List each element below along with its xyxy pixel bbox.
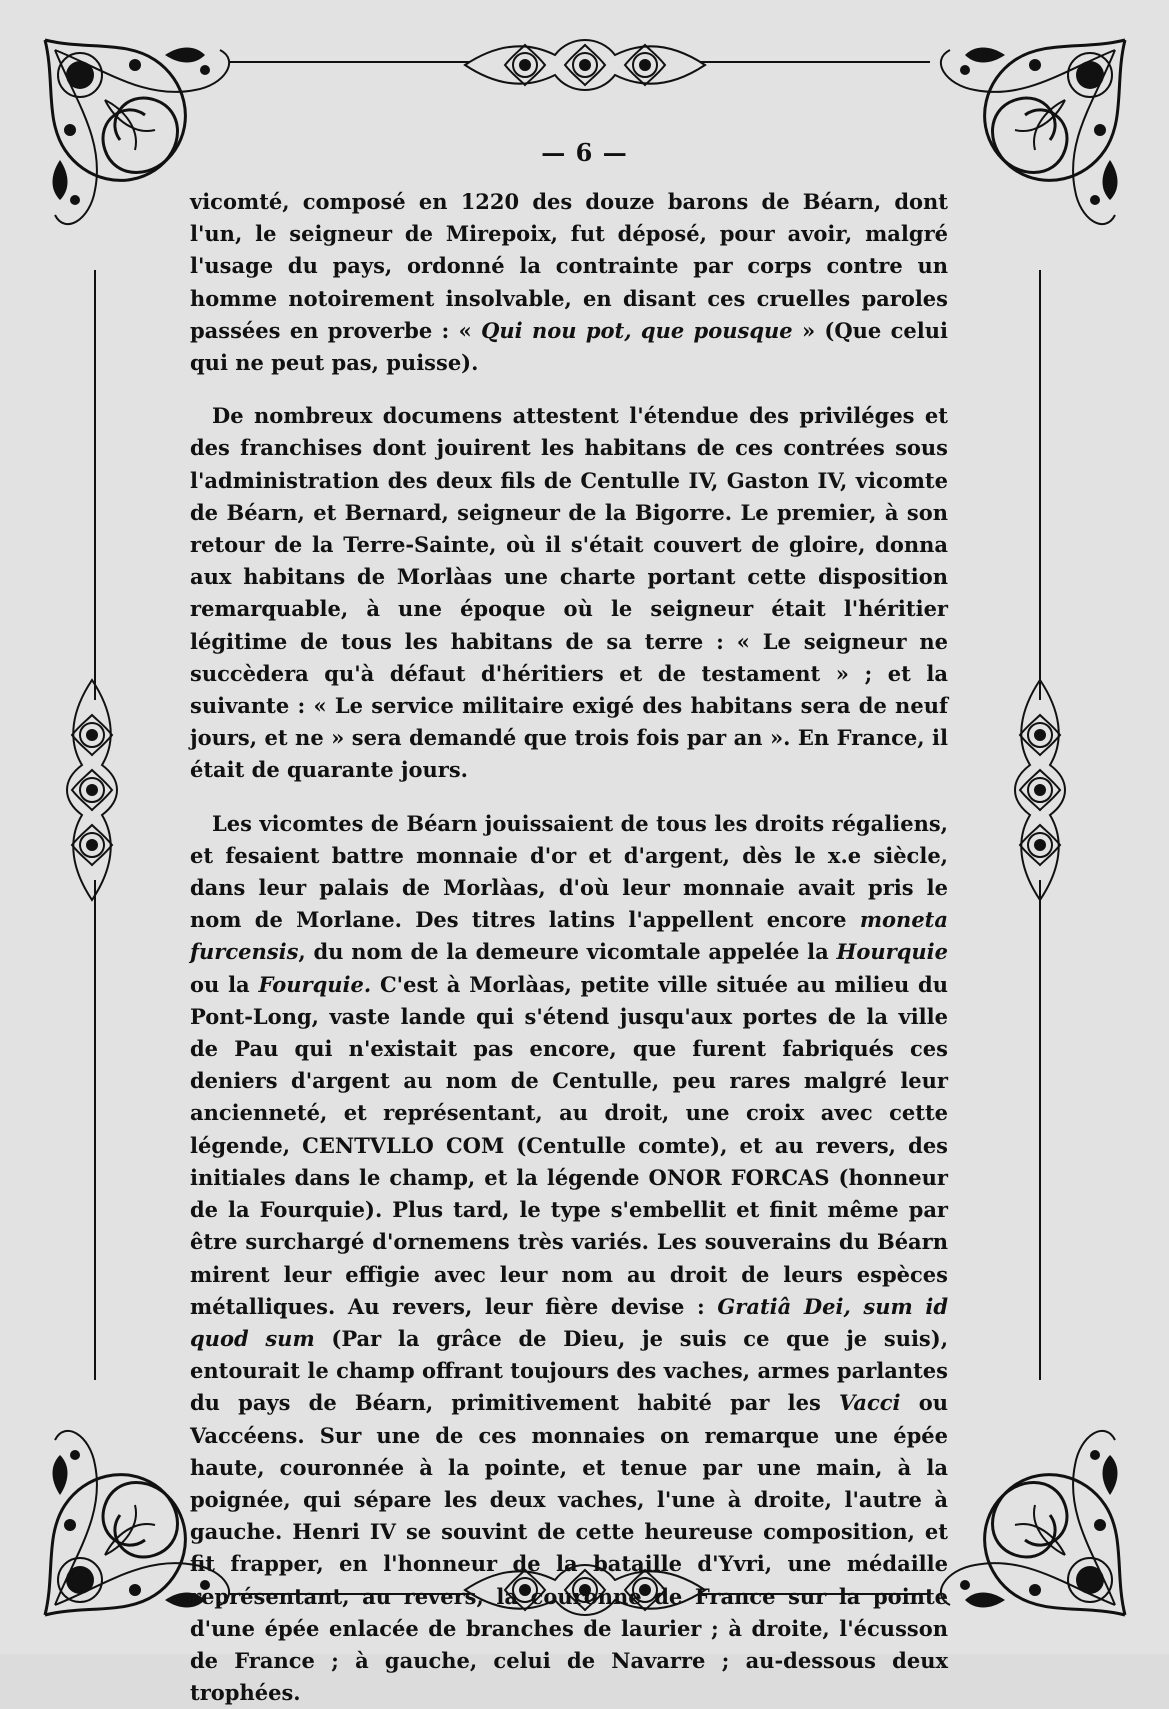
text-run: De nombreux documens attestent l'étendue des priviléges et des franchises dont jouirent les habitans de ces contrées sous l'administration des deux fils de Centulle IV, Gaston IV, vicomte de Béarn, et Bernard, seigneur de la Bigorre. Le premier, à son retour de la Terre-Sainte, où il s'était couvert de gloire, donna aux habitans de Morlàas une charte portant cette disposition remarquable, à une époque où le seigneur était l'héritier légitime de tous les habitans de sa terre : « Le seigneur ne succèdera qu'à défaut d'héritiers et de testament » ; et la suivante : « Le service militaire exigé des habitans sera de neuf jours, et ne » sera demandé que trois fois par an ». En France, il était de quarante jours. [190,403,948,783]
text-run-italic: moneta furcensis [190,907,948,965]
text-run: vicomté, composé en 1220 des douze barons de Béarn, dont l'un, le seigneur de Mirepoix, fut déposé, pour avoir, malgré l'usage du pays, ordonné la contrainte par corps contre un homme notoirement insolvable, en disant ces cruelles paroles passées en proverbe : « [190,189,948,343]
body-text [190,186,948,1709]
text-run: ou la [190,971,259,997]
paragraph [190,400,948,786]
text-run: ou Vaccéens. Sur une de ces monnaies on remarque une épée haute, couronnée à la pointe, et tenue par une main, à la poignée, qui sépare les deux vaches, l'une à droite, l'autre à gauche. Henri IV se souvint de cette heureuse composition, et fit frapper, en l'honneur de la bataille d'Yvri, une médaille représentant, au revers, la couronne de France sur la pointe d'une épée enlacée de branches de laurier ; à droite, l'écusson de France ; à gauche, celui de Navarre ; au-dessous deux trophées. [190,1390,948,1706]
text-run-italic: Qui nou pot, que pousque [481,317,793,343]
text-run-italic: Gratiâ Dei, sum id quod sum [190,1293,949,1351]
text-run: C'est à Morlàas, petite ville située au milieu du Pont-Long, vaste lande qui s'étend jusqu'aux portes de la ville de Pau qui n'existait pas encore, que furent fabriqués ces deniers d'argent au nom de Centulle, peu rares malgré leur ancienneté, et représentant, au droit, une croix avec cette légende, CENTVLLO COM (Centulle comte), et au revers, des initiales dans le champ, et la légende ONOR FORCAS (honneur de la Fourquie). Plus tard, le type s'embellit et finit même par être surchargé d'ornemens très variés. Les souverains du Béarn mirent leur effigie avec leur nom au droit de leurs espèces métalliques. Au revers, leur fière devise : [190,971,949,1319]
text-run: , du nom de la demeure vicomtale appelée la [298,939,837,965]
text-run: (Par la grâce de Dieu, je suis ce que je suis), entourait le champ offrant toujours des vaches, armes parlantes du pays de Béarn, primitivement habité par les [190,1325,949,1416]
paragraph [190,808,948,1709]
text-run-italic: Vacci [839,1390,901,1416]
text-run: » (Que celui qui ne peut pas, puisse). [190,317,949,376]
text-run-italic: Fourquie. [258,971,372,997]
text-run: Les vicomtes de Béarn jouissaient de tous les droits régaliens, et fesaient battre monnaie d'or et d'argent, dès le x.e siècle, dans leur palais de Morlàas, d'où leur monnaie avait pris le nom de Morlane. Des titres latins l'appellent encore [190,810,948,933]
page-number: — 6 — [541,138,628,167]
text-run-italic: Hourquie [836,939,948,965]
paragraph [190,186,948,379]
